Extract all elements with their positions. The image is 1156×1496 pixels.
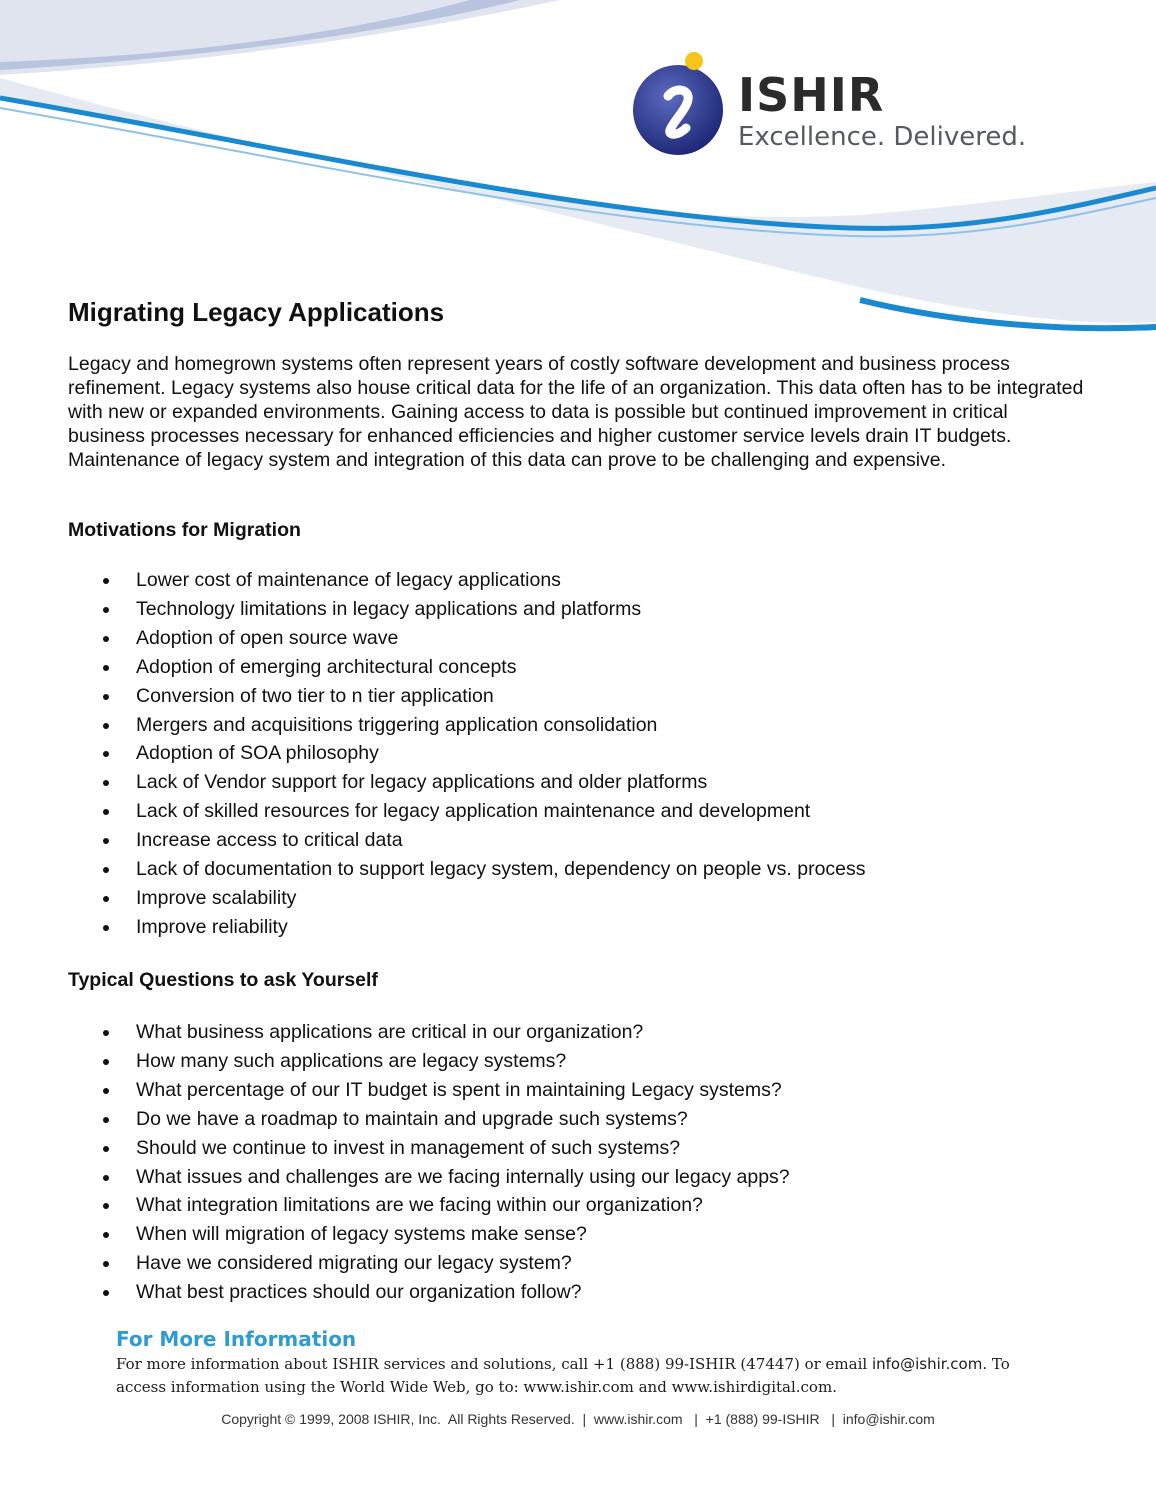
list-item: Increase access to critical data <box>68 826 1068 855</box>
motivations-heading: Motivations for Migration <box>68 519 301 541</box>
contact-email-link[interactable]: info@ishir.com <box>871 1355 983 1373</box>
list-item: Adoption of SOA philosophy <box>68 739 1068 768</box>
more-info-section <box>116 1325 1016 1399</box>
list-item: Do we have a roadmap to maintain and upgrade such systems? <box>68 1105 1068 1134</box>
list-item: Improve reliability <box>68 913 1068 942</box>
list-item: Adoption of emerging architectural concepts <box>68 653 1068 682</box>
list-item: When will migration of legacy systems make sense? <box>68 1220 1068 1249</box>
page-title: Migrating Legacy Applications <box>68 297 445 327</box>
questions-list <box>68 1018 1068 1307</box>
list-item: Lower cost of maintenance of legacy applications <box>68 566 1068 595</box>
more-info-text <box>116 1353 1016 1399</box>
logo-tagline: Excellence. Delivered. <box>738 122 1027 152</box>
logo-wordmark: ISHIR <box>738 68 885 122</box>
more-info-heading: For More Information <box>116 1327 357 1351</box>
list-item: Lack of Vendor support for legacy applications and older platforms <box>68 768 1068 797</box>
ishir-logo <box>630 48 1030 168</box>
list-item: What percentage of our IT budget is spent in maintaining Legacy systems? <box>68 1076 1068 1105</box>
ishir-logo-icon <box>630 48 730 168</box>
more-info-text-part2: . To access information using the World Wide Web, go to: www.ishir.com and www.ishirdigital.com. <box>116 1355 1010 1396</box>
questions-heading: Typical Questions to ask Yourself <box>68 969 378 991</box>
list-item: Lack of documentation to support legacy system, dependency on people vs. process <box>68 855 1068 884</box>
motivations-list <box>68 566 1068 942</box>
list-item: What issues and challenges are we facing internally using our legacy apps? <box>68 1163 1068 1192</box>
more-info-text-part1: For more information about ISHIR services and solutions, call +1 (888) 99-ISHIR (47447) or email <box>116 1355 872 1373</box>
list-item: What integration limitations are we facing within our organization? <box>68 1191 1068 1220</box>
list-item: Conversion of two tier to n tier application <box>68 682 1068 711</box>
list-item: What business applications are critical in our organization? <box>68 1018 1068 1047</box>
list-item: Have we considered migrating our legacy system? <box>68 1249 1068 1278</box>
list-item: Adoption of open source wave <box>68 624 1068 653</box>
list-item: What best practices should our organization follow? <box>68 1278 1068 1307</box>
intro-paragraph: Legacy and homegrown systems often represent years of costly software development and business process refinement. Legacy systems also house critical data for the life of an organization. This data often has to be integrated with new or expanded environments. Gaining access to data is possible but continued improvement in critical business processes necessary for enhanced efficiencies and higher customer service levels drain IT budgets. Maintenance of legacy system and integration of this data can prove to be challenging and expensive. <box>68 353 1084 471</box>
footer-copyright: Copyright © 1999, 2008 ISHIR, Inc. All Rights Reserved. | www.ishir.com | +1 (888) 99-ISHIR | info@ishir.com <box>221 1411 935 1427</box>
list-item: Lack of skilled resources for legacy application maintenance and development <box>68 797 1068 826</box>
list-item: Improve scalability <box>68 884 1068 913</box>
list-item: How many such applications are legacy systems? <box>68 1047 1068 1076</box>
list-item: Technology limitations in legacy applications and platforms <box>68 595 1068 624</box>
list-item: Mergers and acquisitions triggering application consolidation <box>68 711 1068 740</box>
list-item: Should we continue to invest in management of such systems? <box>68 1134 1068 1163</box>
